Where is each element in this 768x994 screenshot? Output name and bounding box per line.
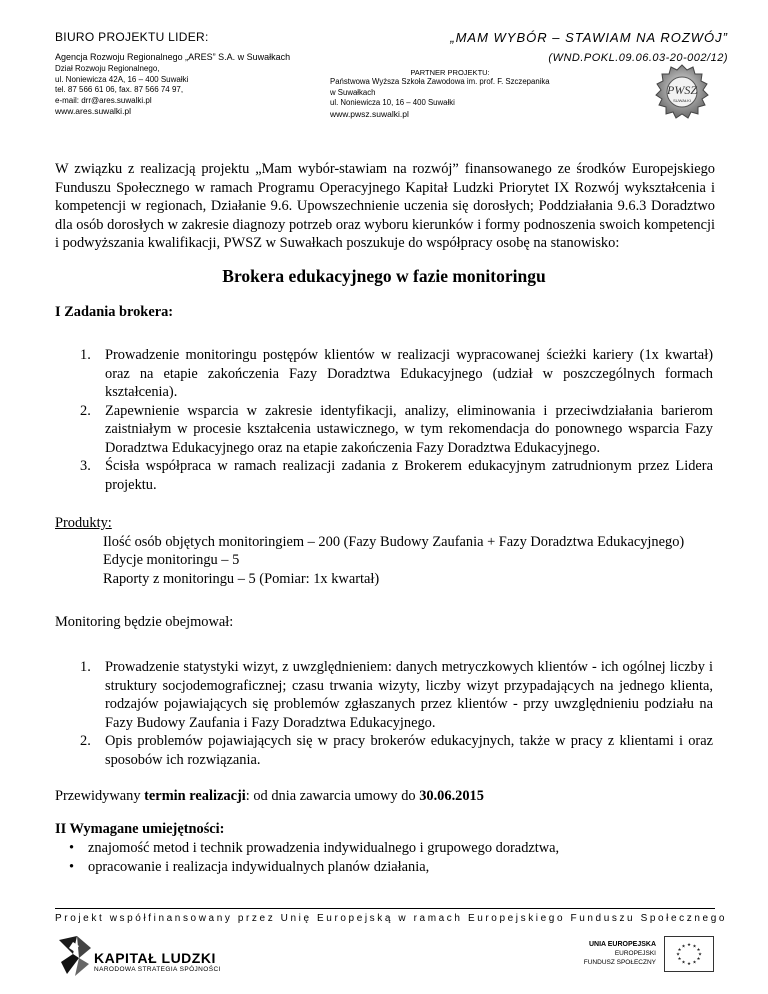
header-address — [55, 64, 325, 106]
list-item-text: znajomość metod i technik prowadzenia indywidualnego i grupowego doradztwa, — [88, 840, 560, 856]
svg-text:★: ★ — [686, 962, 692, 967]
kapital-ludzki-logo-icon — [55, 934, 95, 978]
list-item-text: Prowadzenie statystyki wizyt, z uwzględnieniem: danych metryczkowych klientów - ich ogólnej liczby i struktury socjodemograficznej; czasu trwania wizyty, liczby wizyt przypadających na jednego klienta, rodzajów pojawiających się problemów zgłaszanych przez klientów - przy uwzględnieniu podziału na Fazy Budowy Zaufania i Fazy Doradztwa Edukacyjnego. — [105, 659, 713, 731]
header-office-title: BIURO PROJEKTU LIDER: — [55, 30, 209, 44]
timeline-middle: : od dnia zawarcia umowy do — [245, 788, 420, 804]
header-website-link[interactable]: www.ares.suwalki.pl — [55, 106, 132, 116]
footer-divider — [55, 908, 715, 909]
list-item — [80, 457, 713, 494]
header-address-line: Dział Rozwoju Regionalnego, — [55, 64, 160, 73]
products-section — [55, 514, 715, 588]
eu-text — [566, 940, 656, 967]
timeline-line — [55, 788, 484, 805]
partner-line: Państwowa Wyższa Szkoła Zawodowa im. prof. F. Szczepanika — [330, 77, 550, 86]
bullet-icon: • — [69, 858, 75, 875]
bullet-icon: • — [69, 840, 75, 856]
timeline-label: termin realizacji — [144, 788, 246, 804]
tasks-list — [80, 346, 713, 494]
product-item: Ilość osób objętych monitoringiem – 200 (Fazy Budowy Zaufania + Fazy Doradztwa Edukacyjnego) — [103, 533, 685, 550]
eu-line: EUROPEJSKI — [614, 950, 656, 957]
svg-text:★: ★ — [697, 952, 703, 958]
pwsz-logo-icon — [652, 64, 712, 120]
list-item-number: 1. — [80, 659, 91, 675]
product-item: Edycje monitoringu – 5 — [103, 552, 240, 568]
eu-flag-icon — [664, 936, 714, 972]
list-item — [80, 346, 713, 402]
svg-text:★: ★ — [696, 957, 701, 962]
skills-heading: II Wymagane umiejętności: — [55, 821, 225, 837]
list-item-number: 1. — [80, 347, 91, 363]
kapital-ludzki-text — [94, 950, 221, 973]
list-item — [80, 658, 713, 732]
kapital-ludzki-subtitle: NARODOWA STRATEGIA SPÓJNOŚCI — [94, 966, 221, 973]
svg-text:★: ★ — [696, 948, 701, 953]
footer-funding-text: Projekt współfinansowany przez Unię Europejską w ramach Europejskiego Funduszu Społecznego — [55, 913, 728, 924]
svg-text:★: ★ — [686, 943, 692, 948]
header-left-block — [55, 30, 325, 116]
monitoring-list — [80, 658, 713, 769]
list-item-text: Opis problemów pojawiających się w pracy brokerów edukacyjnych, także w pracy z klientami i oraz sposobów ich rozwiązania. — [105, 733, 713, 768]
partner-website-link[interactable]: www.pwsz.suwalki.pl — [330, 108, 409, 119]
eu-line: FUNDUSZ SPOŁECZNY — [583, 959, 656, 966]
list-item — [80, 732, 713, 769]
partner-line: w Suwałkach — [330, 87, 376, 97]
header-agency-name: Agencja Rozwoju Regionalnego „ARES” S.A. w Suwałkach — [55, 52, 291, 62]
svg-text:★: ★ — [681, 944, 686, 950]
list-item — [66, 858, 559, 877]
list-item-text: Ścisła współpraca w ramach realizacji zadania z Brokerem edukacyjnym zatrudnionym przez Lidera projektu. — [105, 458, 713, 493]
timeline-prefix: Przewidywany — [55, 788, 145, 804]
list-item — [80, 402, 713, 458]
products-heading: Produkty: — [55, 515, 112, 531]
list-item-text: Prowadzenie monitoringu postępów klientów w realizacji wypracowanej ścieżki kariery (1x kwartał) oraz na etapie zakończenia Fazy Doradztwa Edukacyjnego (udział w poszczególnych formach kształcenia). — [105, 347, 713, 400]
partner-label: PARTNER PROJEKTU: — [410, 68, 490, 77]
svg-text:★: ★ — [677, 948, 682, 953]
list-item-number: 2. — [80, 733, 91, 749]
project-code: (WND.POKL.09.06.03-20-002/12) — [548, 52, 728, 64]
product-item: Raporty z monitoringu – 5 (Pomiar: 1x kwartał) — [103, 570, 380, 587]
list-item-number: 2. — [80, 402, 91, 419]
svg-text:★: ★ — [675, 952, 681, 958]
svg-text:★: ★ — [677, 957, 682, 962]
svg-text:★: ★ — [692, 944, 697, 950]
svg-text:★: ★ — [692, 960, 697, 966]
list-item-text: Zapewnienie wsparcia w zakresie identyfikacji, analizy, eliminowania i przeciwdziałania barierom zaistniałym w procesie kształcenia ustawicznego, w tym rekomendacja do ponownego wsparcia Fazy Doradztwa Edukacyjnego oraz na etapie zakończenia Fazy Doradztwa Edukacyjnego. — [105, 402, 713, 456]
monitoring-intro: Monitoring będzie obejmował: — [55, 614, 234, 630]
intro-paragraph: W związku z realizacją projektu „Mam wybór-stawiam na rozwój” finansowanego ze środków Europejskiego Funduszu Społecznego w ramach Programu Operacyjnego Kapitał Ludzki Priorytet IX Rozwój wykształcenia i kompetencji w regionach, Działanie 9.6. Upowszechnienie uczenia się dorosłych; Poddziałania 9.6.3 Doradztwo dla osób dorosłych w zakresie diagnozy potrzeb oraz wyboru kierunków i formy podnoszenia swoich kompetencji i podwyższania kwalifikacji, PWSZ w Suwałkach poszukuje do współpracy osobę na stanowisko: — [55, 161, 715, 251]
timeline-date: 30.06.2015 — [419, 788, 484, 804]
header-email: e-mail: drr@ares.suwalki.pl — [55, 95, 152, 105]
svg-text:★: ★ — [681, 960, 686, 966]
skills-list — [66, 839, 559, 876]
pwsz-logo-subtext: SUWAŁKI — [673, 98, 691, 103]
tasks-heading: I Zadania brokera: — [55, 304, 174, 320]
list-item — [66, 839, 559, 858]
eu-line: UNIA EUROPEJSKA — [588, 941, 656, 948]
kapital-ludzki-name: KAPITAŁ LUDZKI — [94, 950, 216, 966]
header-address-line: tel. 87 566 61 06, fax. 87 566 74 97, — [55, 85, 184, 94]
project-title: „MAM WYBÓR – STAWIAM NA ROZWÓJ” — [450, 30, 728, 45]
list-item-text: opracowanie i realizacja indywidualnych planów działania, — [88, 858, 430, 875]
pwsz-logo-text: PWSZ — [667, 83, 697, 97]
partner-line: ul. Noniewicza 10, 16 – 400 Suwałki — [330, 98, 455, 107]
list-item-number: 3. — [80, 458, 91, 474]
header-address-line: ul. Noniewicza 42A, 16 – 400 Suwałki — [55, 74, 189, 84]
partner-block — [330, 68, 630, 119]
position-title: Brokera edukacyjnego w fazie monitoringu — [222, 266, 546, 286]
